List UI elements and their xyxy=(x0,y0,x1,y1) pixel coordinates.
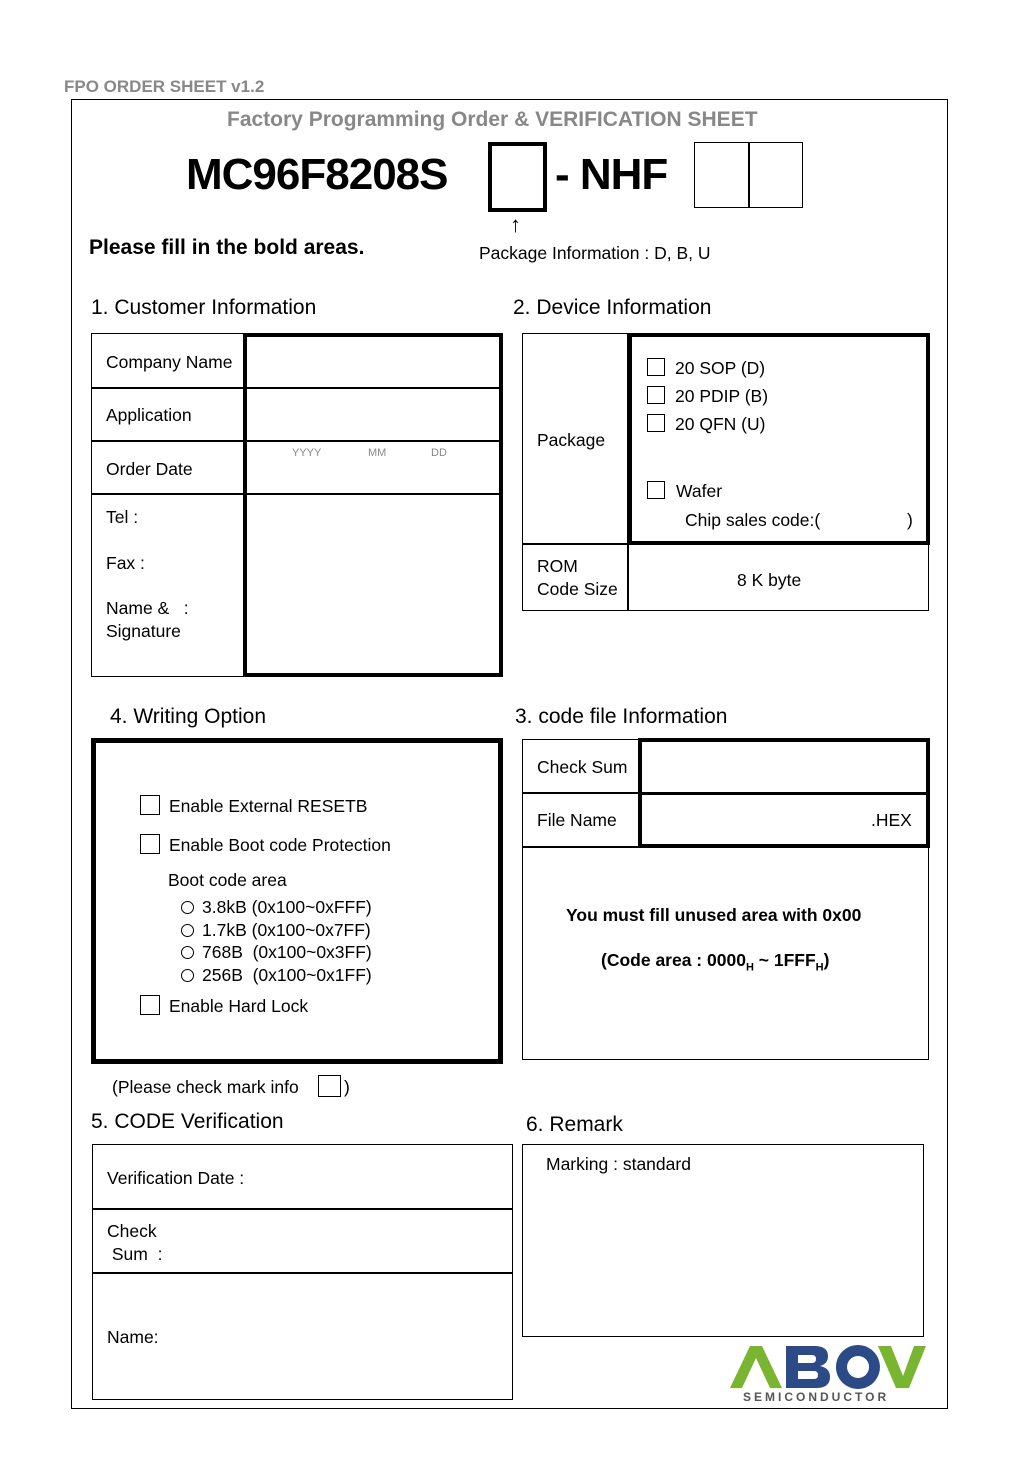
package-note: Package Information : D, B, U xyxy=(479,243,711,263)
signature-label: Signature xyxy=(106,621,181,641)
verification-section-title: 5. CODE Verification xyxy=(91,1110,284,1133)
part-number-prefix: MC96F8208S xyxy=(186,150,448,199)
boot-protection-checkbox[interactable] xyxy=(140,834,160,854)
rom-size-value: 8 K byte xyxy=(737,570,802,590)
sheet-version: FPO ORDER SHEET v1.2 xyxy=(64,77,265,96)
verifier-name-label: Name: xyxy=(107,1327,159,1347)
divider xyxy=(638,792,930,795)
boot-area-radio[interactable] xyxy=(181,924,194,937)
chip-sales-code-label: Chip sales code:( xyxy=(685,510,821,530)
chip-sales-code-close: ) xyxy=(907,510,913,530)
divider xyxy=(91,493,503,495)
code-area-range xyxy=(601,950,829,974)
check-sum-label: Sum : xyxy=(107,1244,163,1264)
hard-lock-checkbox[interactable] xyxy=(140,995,160,1015)
date-day-hint: DD xyxy=(431,447,447,459)
hex-extension: .HEX xyxy=(871,810,912,830)
checksum-label: Check Sum xyxy=(537,757,628,777)
filename-label: File Name xyxy=(537,810,617,830)
boot-area-radio[interactable] xyxy=(181,969,194,982)
package-pdip-checkbox[interactable] xyxy=(647,386,665,404)
wafer-label: Wafer xyxy=(676,481,723,501)
package-option-label: 20 SOP (D) xyxy=(675,358,766,378)
unused-area-notice: You must fill unused area with 0x00 xyxy=(566,905,862,925)
fill-instruction: Please fill in the bold areas. xyxy=(89,236,365,259)
package-label: Package xyxy=(537,430,606,450)
divider xyxy=(92,1208,513,1210)
rom-label: ROM xyxy=(537,556,578,576)
application-field[interactable] xyxy=(248,390,498,438)
code-area-mid: ~ 1FFF xyxy=(753,950,816,970)
contact-field[interactable] xyxy=(248,496,498,672)
sheet-subtitle: Factory Programming Order & VERIFICATION SHEET xyxy=(227,108,758,131)
part-number-suffix: - NHF xyxy=(555,150,668,199)
name-label: Name & : xyxy=(106,598,189,618)
check-mark-info-checkbox[interactable] xyxy=(318,1075,341,1097)
order-date-label: Order Date xyxy=(106,459,193,479)
hex-subscript: H xyxy=(745,961,754,974)
boot-area-radio[interactable] xyxy=(181,946,194,959)
hard-lock-label: Enable Hard Lock xyxy=(169,996,309,1016)
divider xyxy=(91,387,503,389)
boot-area-label: Boot code area xyxy=(168,870,287,890)
suffix-box-2[interactable] xyxy=(748,142,803,208)
logo-tagline: SEMICONDUCTOR xyxy=(743,1390,890,1404)
package-qfn-checkbox[interactable] xyxy=(647,414,665,432)
divider xyxy=(91,440,503,442)
filename-field[interactable] xyxy=(643,796,868,844)
verification-date-label: Verification Date : xyxy=(107,1168,245,1188)
tel-label: Tel : xyxy=(106,507,139,527)
writing-section-title: 4. Writing Option xyxy=(110,705,267,728)
code-area-end: ) xyxy=(823,950,830,970)
arrow-up-icon: ↑ xyxy=(510,212,521,237)
marking-text: Marking : standard xyxy=(546,1154,691,1174)
boot-area-radio[interactable] xyxy=(181,901,194,914)
remark-section-title: 6. Remark xyxy=(526,1113,623,1136)
company-name-field[interactable] xyxy=(248,337,498,385)
boot-area-option: 768B (0x100~0x3FF) xyxy=(202,942,372,962)
check-mark-info-label: (Please check mark info xyxy=(112,1077,299,1097)
boot-area-option: 1.7kB (0x100~0x7FF) xyxy=(202,920,371,940)
package-code-box[interactable] xyxy=(488,142,547,212)
code-area-prefix: (Code area : 0000 xyxy=(601,950,746,970)
chip-sales-code-field[interactable] xyxy=(830,508,906,532)
company-name-label: Company Name xyxy=(106,352,233,372)
checksum-field[interactable] xyxy=(643,743,925,791)
wafer-checkbox[interactable] xyxy=(647,481,665,499)
external-reset-checkbox[interactable] xyxy=(140,795,160,815)
suffix-box-1[interactable] xyxy=(694,142,750,208)
abov-logo xyxy=(728,1343,928,1409)
external-reset-label: Enable External RESETB xyxy=(169,796,368,816)
date-month-hint: MM xyxy=(368,447,387,459)
rom-label: Code Size xyxy=(537,579,618,599)
application-label: Application xyxy=(106,405,192,425)
hex-subscript: H xyxy=(815,961,824,974)
divider xyxy=(92,1272,513,1274)
date-year-hint: YYYY xyxy=(292,447,322,459)
abov-logo-mark xyxy=(728,1343,928,1391)
package-sop-checkbox[interactable] xyxy=(647,358,665,376)
check-mark-info-close: ) xyxy=(344,1077,350,1097)
package-option-label: 20 PDIP (B) xyxy=(675,386,769,406)
check-sum-label: Check xyxy=(107,1221,157,1241)
boot-area-option: 256B (0x100~0x1FF) xyxy=(202,965,372,985)
boot-protection-label: Enable Boot code Protection xyxy=(169,835,391,855)
fax-label: Fax : xyxy=(106,553,145,573)
codefile-section-title: 3. code file Information xyxy=(515,705,728,728)
package-option-label: 20 QFN (U) xyxy=(675,414,766,434)
customer-section-title: 1. Customer Information xyxy=(91,296,317,319)
boot-area-option: 3.8kB (0x100~0xFFF) xyxy=(202,897,372,917)
device-section-title: 2. Device Information xyxy=(513,296,712,319)
